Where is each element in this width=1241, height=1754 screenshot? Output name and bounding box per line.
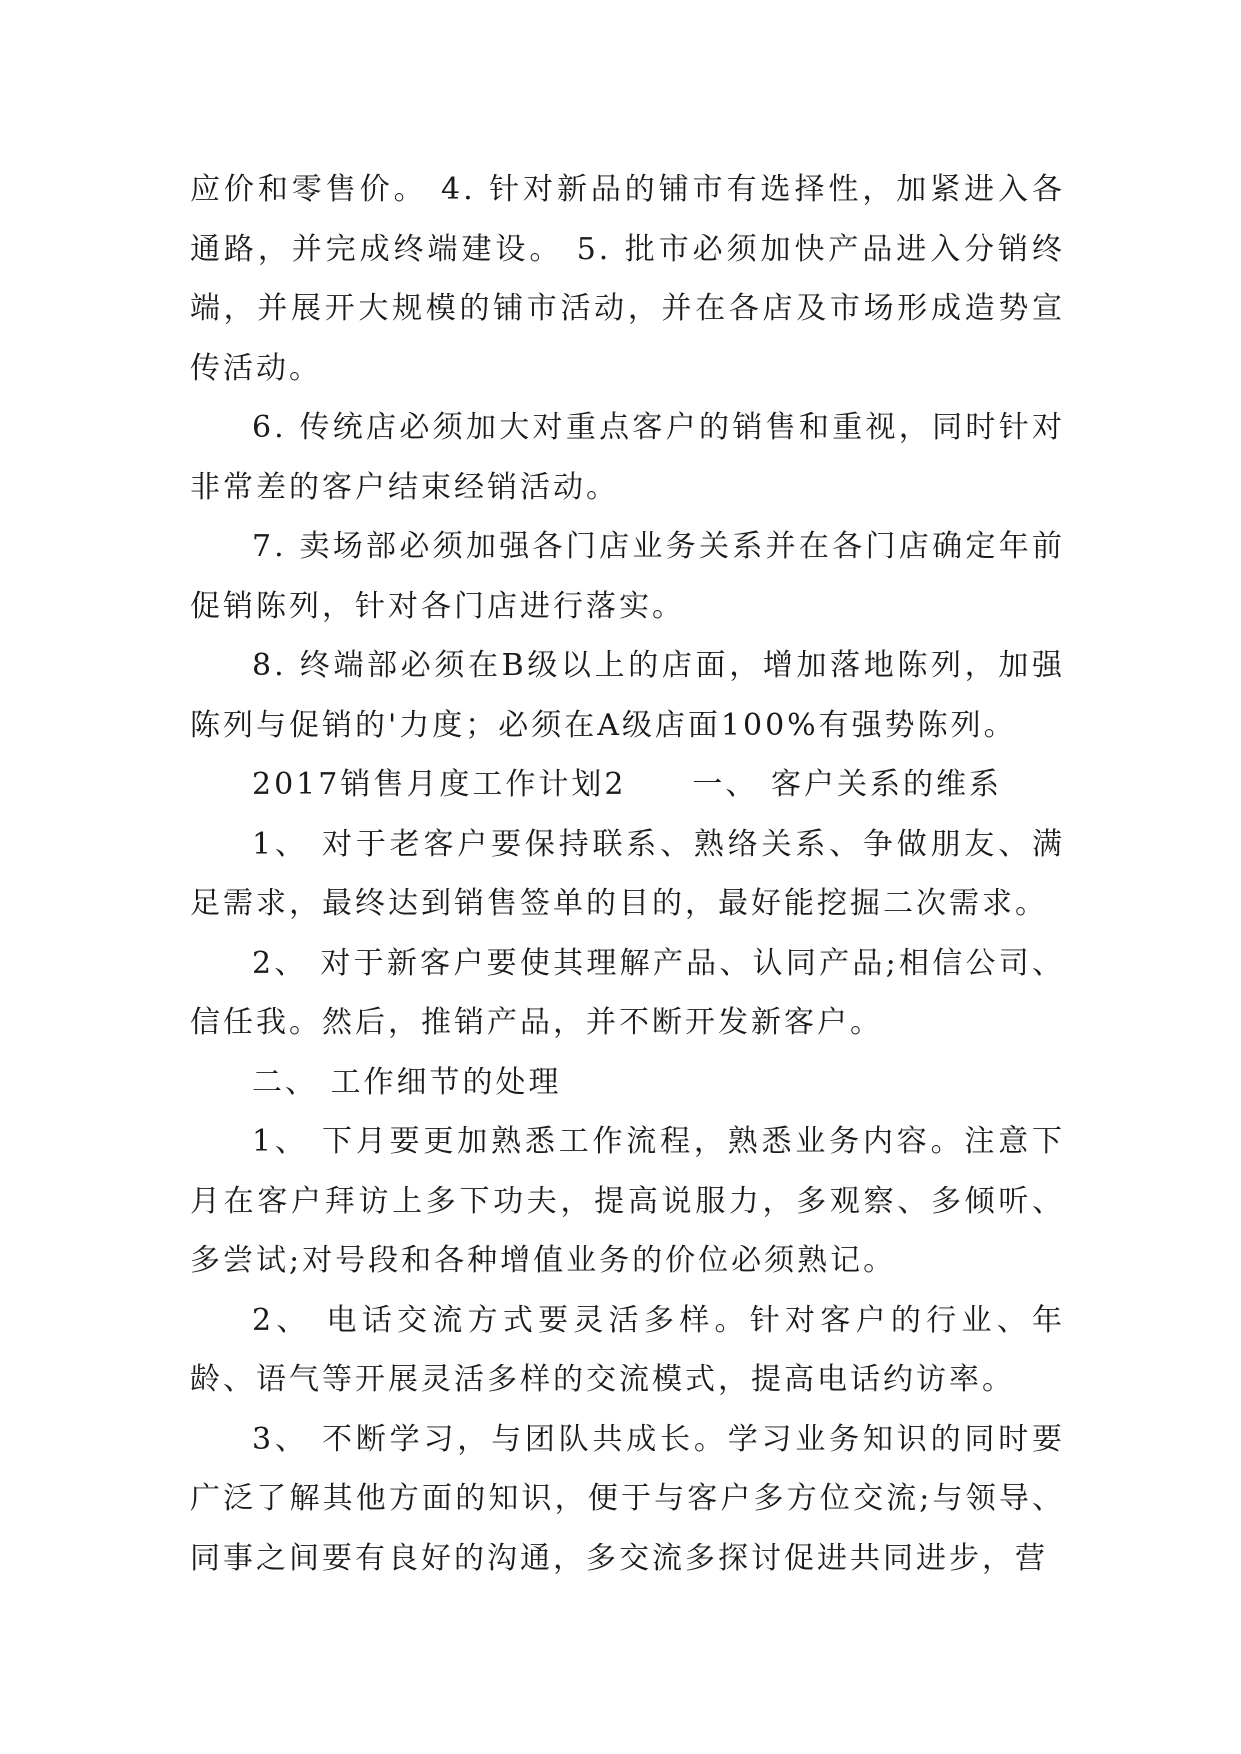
paragraph-6: 1、 对于老客户要保持联系、熟络关系、争做朋友、满足需求，最终达到销售签单的目的，最好能挖掘二次需求。 bbox=[190, 826, 1065, 921]
paragraph-9: 1、 下月要更加熟悉工作流程，熟悉业务内容。注意下月在客户拜访上多下功夫，提高说服力，多观察、多倾听、多尝试;对号段和各种增值业务的价位必须熟记。 bbox=[190, 1124, 1065, 1278]
paragraph-3: 7. 卖场部必须加强各门店业务关系并在各门店确定年前促销陈列，针对各门店进行落实。 bbox=[190, 529, 1065, 624]
paragraph-11: 3、 不断学习，与团队共成长。学习业务知识的同时要广泛了解其他方面的知识，便于与客户多方位交流;与领导、同事之间要有良好的沟通，多交流多探讨促进共同进步，营 bbox=[190, 1421, 1065, 1576]
section-heading-1: 2017销售月度工作计划2 一、 客户关系的维系 bbox=[252, 767, 1002, 802]
paragraph-1: 应价和零售价。 4. 针对新品的铺市有选择性，加紧进入各通路，并完成终端建设。 5. 批市必须加快产品进入分销终端，并展开大规模的铺市活动，并在各店及市场形成造势宣传活动。 bbox=[190, 172, 1065, 386]
document-body bbox=[190, 160, 1065, 1588]
paragraph-2: 6. 传统店必须加大对重点客户的销售和重视，同时针对非常差的客户结束经销活动。 bbox=[190, 410, 1065, 505]
section-heading-2: 二、 工作细节的处理 bbox=[252, 1064, 562, 1100]
paragraph-10: 2、 电话交流方式要灵活多样。针对客户的行业、年龄、语气等开展灵活多样的交流模式，提高电话约访率。 bbox=[190, 1302, 1065, 1397]
paragraph-4: 8. 终端部必须在B级以上的店面，增加落地陈列，加强陈列与促销的'力度；必须在A级店面100%有强势陈列。 bbox=[190, 648, 1065, 743]
paragraph-7: 2、 对于新客户要使其理解产品、认同产品;相信公司、信任我。然后，推销产品，并不断开发新客户。 bbox=[190, 945, 1065, 1040]
